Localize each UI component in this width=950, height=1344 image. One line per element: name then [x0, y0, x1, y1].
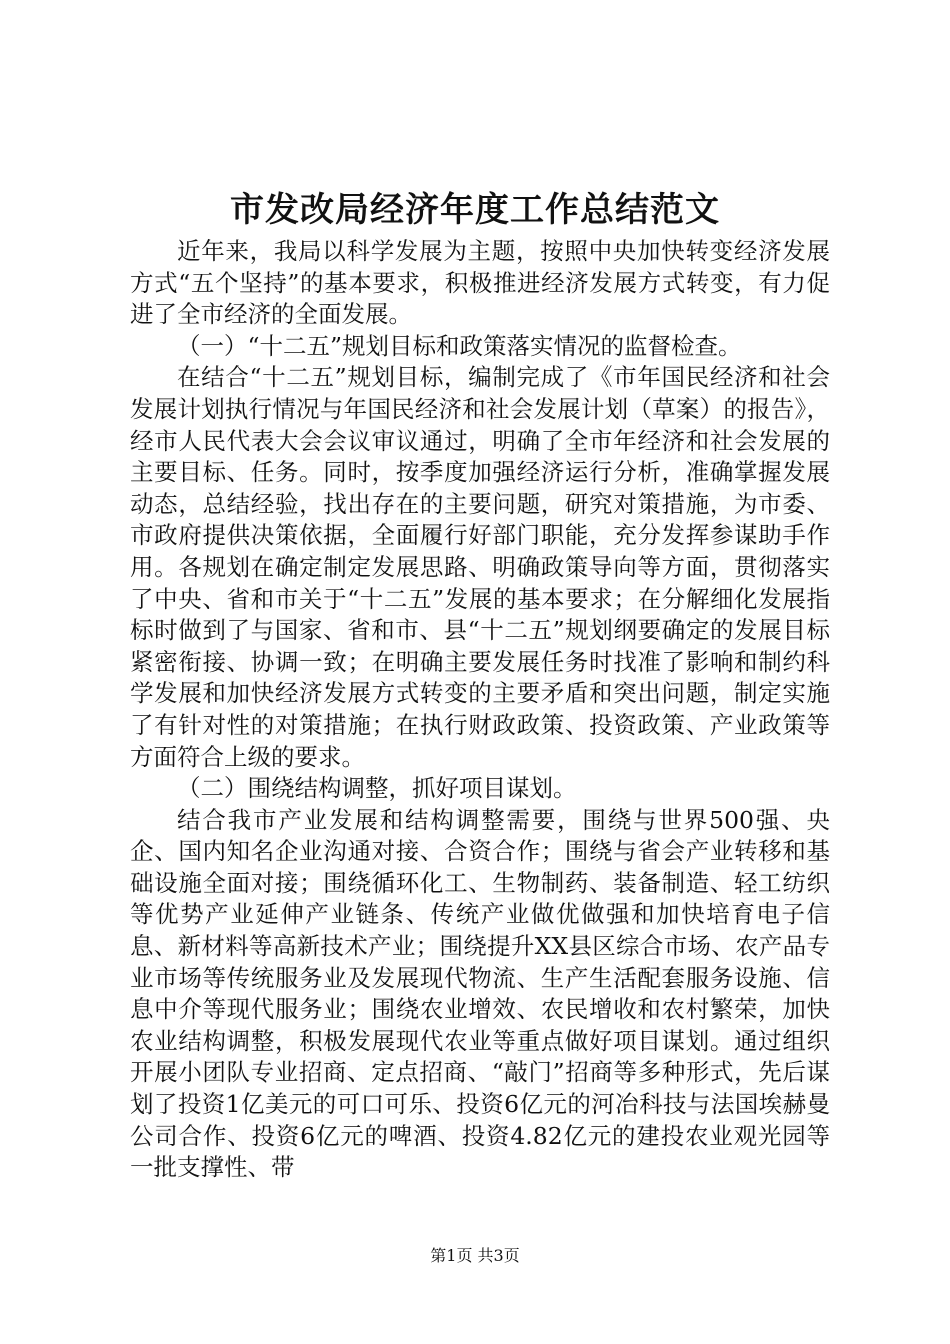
paragraph-intro: 近年来，我局以科学发展为主题，按照中央加快转变经济发展方式“五个坚持”的基本要求，积极推进经济发展方式转变，有力促进了全市经济的全面发展。 [130, 237, 830, 329]
paragraph-section-2: 结合我市产业发展和结构调整需要，围绕与世界500强、央企、国内知名企业沟通对接、合资合作；围绕与省会产业转移和基础设施全面对接；围绕循环化工、生物制药、装备制造、轻工纺织等优势产业延伸产业链条、传统产业做优做强和加快培育电子信息、新材料等高新技术产业；围绕提升XX县区综合市场、农产品专业市场等传统服务业及发展现代物流、生产生活配套服务设施、信息中介等现代服务业；围绕农业增效、农民增收和农村繁荣，加快农业结构调整，积极发展现代农业等重点做好项目谋划。通过组织开展小团队专业招商、定点招商、“敲门”招商等多种形式，先后谋划了投资1亿美元的可口可乐、投资6亿元的河冶科技与法国埃赫曼公司合作、投资6亿元的啤酒、投资4.82亿元的建投农业观光园等一批支撑性、带 [130, 805, 830, 1182]
page-footer: 第1页 共3页 [430, 1246, 520, 1265]
document-body [130, 236, 830, 1184]
section-heading-2: （二）围绕结构调整，抓好项目谋划。 [177, 774, 577, 803]
paragraph-section-1: 在结合“十二五”规划目标，编制完成了《市年国民经济和社会发展计划执行情况与年国民经济和社会发展计划（草案）的报告》，经市人民代表大会会议审议通过，明确了全市年经济和社会发展的主要目标、任务。同时，按季度加强经济运行分析，准确掌握发展动态，总结经验，找出存在的主要问题，研究对策措施，为市委、市政府提供决策依据，全面履行好部门职能，充分发挥参谋助手作用。各规划在确定制定发展思路、明确政策导向等方面，贯彻落实了中央、省和市关于“十二五”发展的基本要求；在分解细化发展指标时做到了与国家、省和市、县“十二五”规划纲要确定的发展目标紧密衔接、协调一致；在明确主要发展任务时找准了影响和制约科学发展和加快经济发展方式转变的主要矛盾和突出问题，制定实施了有针对性的对策措施；在执行财政政策、投资政策、产业政策等方面符合上级的要求。 [130, 363, 830, 771]
section-heading-1: （一）“十二五”规划目标和政策落实情况的监督检查。 [177, 331, 742, 360]
document-title: 市发改局经济年度工作总结范文 [230, 190, 720, 230]
